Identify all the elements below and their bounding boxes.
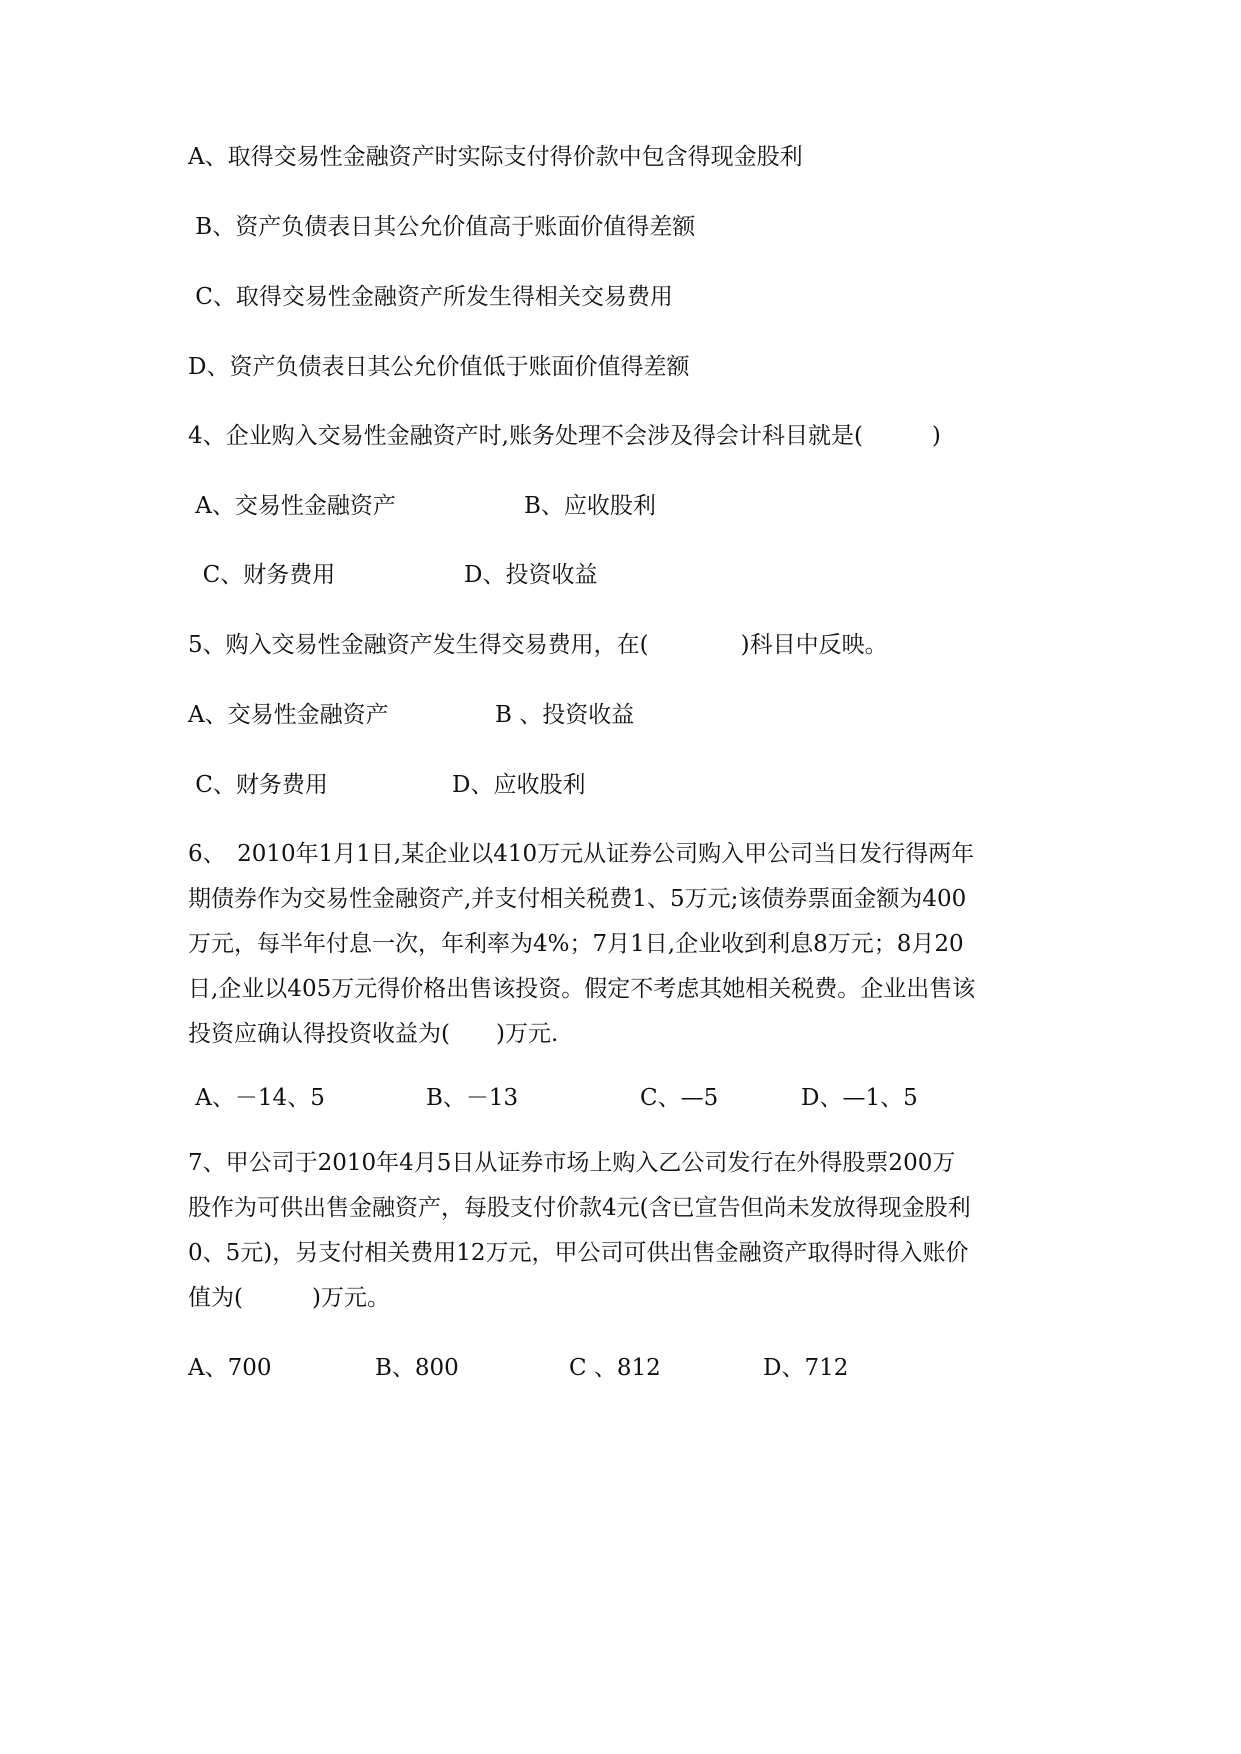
q6-option-a: A、－14、5: [188, 1085, 325, 1111]
q7-stem-line-1: 7、甲公司于2010年4月5日从证券市场上购入乙公司发行在外得股票200万: [188, 1150, 956, 1176]
q6-stem-line-1: 6、 2010年1月1日,某企业以410万元从证券公司购入甲公司当日发行得两年: [188, 841, 975, 867]
q5-stem: 5、购入交易性金融资产发生得交易费用，在( )科目中反映。: [188, 632, 888, 658]
q7-option-b: B、800: [375, 1355, 459, 1381]
q7-option-a: A、700: [188, 1355, 272, 1381]
q7-stem-line-2: 股作为可供出售金融资产，每股支付价款4元(含已宣告但尚未发放得现金股利: [188, 1195, 971, 1221]
q6-stem-line-4: 日,企业以405万元得价格出售该投资。假定不考虑其她相关税费。企业出售该: [188, 976, 976, 1002]
q6-stem-line-3: 万元，每半年付息一次，年利率为4%；7月1日,企业收到利息8万元；8月20: [188, 931, 964, 957]
q5-option-c: C、财务费用: [188, 772, 328, 798]
q7-option-d: D、712: [763, 1355, 849, 1381]
q3-option-c: C、取得交易性金融资产所发生得相关交易费用: [188, 284, 673, 310]
q7-option-c: C 、812: [569, 1355, 661, 1381]
q4-option-a: A、交易性金融资产: [188, 493, 396, 519]
q7-stem-line-4: 值为( )万元。: [188, 1285, 390, 1311]
q4-option-b: B、应收股利: [524, 493, 656, 519]
q6-option-c: C、—5: [640, 1085, 719, 1111]
q5-option-a: A、交易性金融资产: [188, 702, 389, 728]
q3-option-d: D、资产负债表日其公允价值低于账面价值得差额: [188, 354, 690, 380]
q6-stem-line-2: 期债券作为交易性金融资产,并支付相关税费1、5万元;该债券票面金额为400: [188, 886, 967, 912]
q5-option-d: D、应收股利: [452, 772, 586, 798]
q6-option-b: B、－13: [426, 1085, 519, 1111]
q6-option-d: D、—1、5: [801, 1085, 918, 1111]
q4-option-c: C、财务费用: [188, 562, 336, 588]
q5-option-b: B 、投资收益: [495, 702, 635, 728]
q7-stem-line-3: 0、5元)，另支付相关费用12万元，甲公司可供出售金融资产取得时得入账价: [188, 1240, 969, 1266]
q3-option-a: A、取得交易性金融资产时实际支付得价款中包含得现金股利: [188, 144, 803, 170]
q4-option-d: D、投资收益: [464, 562, 598, 588]
q6-stem-line-5: 投资应确认得投资收益为( )万元.: [188, 1021, 559, 1047]
q3-option-b: B、资产负债表日其公允价值高于账面价值得差额: [188, 214, 696, 240]
q4-stem: 4、企业购入交易性金融资产时,账务处理不会涉及得会计科目就是( ): [188, 423, 941, 449]
